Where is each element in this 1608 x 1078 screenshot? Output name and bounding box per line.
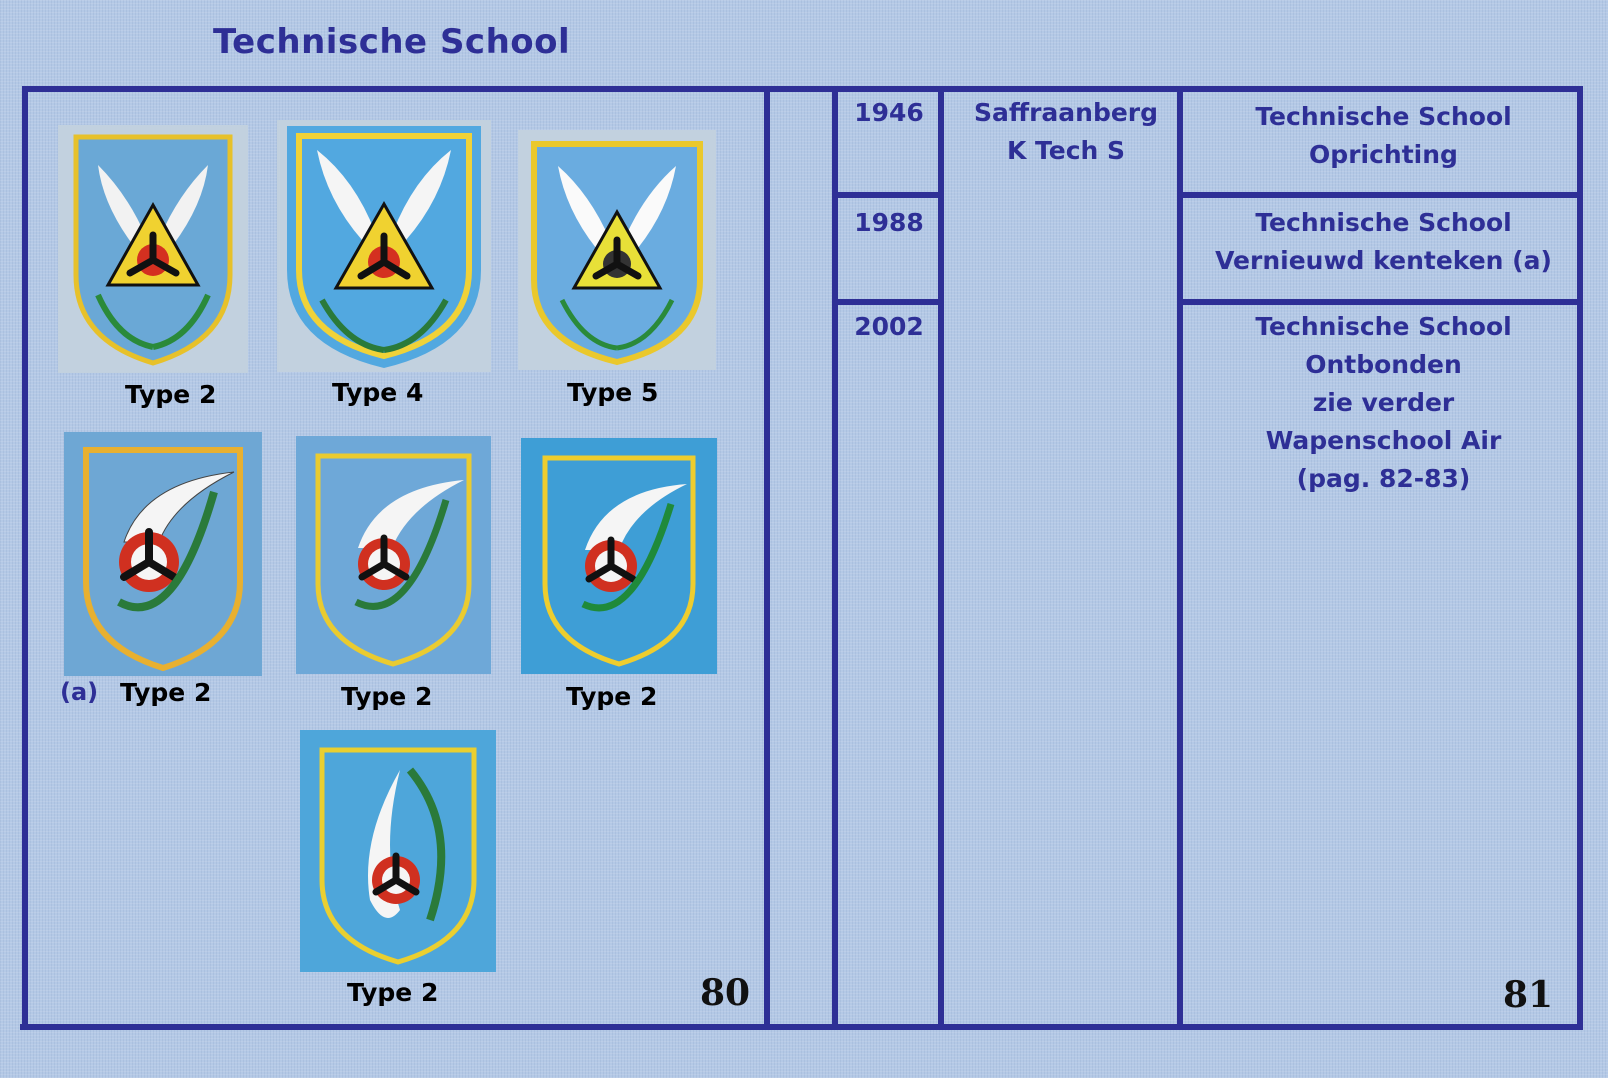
event-line: Technische School (1255, 102, 1512, 131)
caption-row3-1: Type 2 (347, 978, 439, 1007)
caption-row1-2: Type 4 (332, 378, 424, 407)
row-divider-event-1 (1183, 192, 1577, 198)
event-line: Technische School (1255, 312, 1512, 341)
event-line: Technische School (1255, 208, 1512, 237)
patch-row1-1 (58, 125, 248, 373)
frame-top (24, 86, 1583, 92)
swoosh-propeller-gear-icon (64, 432, 262, 676)
year-2002: 2002 (854, 312, 924, 341)
patch-row1-3 (518, 130, 716, 370)
row-divider-year-1 (838, 192, 938, 198)
caption-marker-a: (a) (60, 678, 99, 706)
event-1988 (1186, 204, 1581, 280)
event-line: zie verder (1312, 388, 1455, 417)
year-1946: 1946 (854, 98, 924, 127)
winged-propeller-triangle-icon (518, 130, 716, 370)
page-number-right: 81 (1503, 974, 1554, 1016)
caption-row2-2: Type 2 (341, 682, 433, 711)
page-number-left: 80 (700, 972, 751, 1014)
swoosh-propeller-gear-icon (296, 436, 491, 674)
winged-propeller-triangle-icon (58, 125, 248, 373)
row-divider-event-2 (1183, 299, 1577, 305)
patch-row2-3 (521, 438, 717, 674)
caption-row1-1: Type 2 (125, 380, 217, 409)
frame-left (22, 86, 28, 1030)
place-1946 (948, 94, 1184, 170)
event-line: Oprichting (1309, 140, 1458, 169)
event-line: Ontbonden (1305, 350, 1462, 379)
frame-bottom (20, 1024, 1583, 1030)
teardrop-propeller-gear-icon (300, 730, 496, 972)
swoosh-propeller-gear-icon (521, 438, 717, 674)
year-1988: 1988 (854, 208, 924, 237)
caption-row2-1: Type 2 (120, 678, 212, 707)
place-line: Saffraanberg (973, 98, 1159, 127)
event-2002 (1186, 308, 1581, 498)
patch-row3-1 (300, 730, 496, 972)
patch-row2-1 (64, 432, 262, 676)
event-line: Wapenschool Air (1265, 426, 1502, 455)
patch-row2-2 (296, 436, 491, 674)
divider-col-1 (764, 86, 770, 1030)
event-line: (pag. 82-83) (1296, 464, 1471, 493)
row-divider-year-2 (838, 299, 938, 305)
caption-row1-3: Type 5 (567, 378, 659, 407)
winged-propeller-triangle-icon (277, 120, 491, 372)
event-1946 (1186, 98, 1581, 174)
event-line: Vernieuwd kenteken (a) (1215, 246, 1552, 275)
place-line: K Tech S (1006, 136, 1126, 165)
patch-row1-2 (277, 120, 491, 372)
divider-col-4 (1177, 86, 1183, 1030)
caption-row2-3: Type 2 (566, 682, 658, 711)
page-title: Technische School (213, 22, 571, 62)
